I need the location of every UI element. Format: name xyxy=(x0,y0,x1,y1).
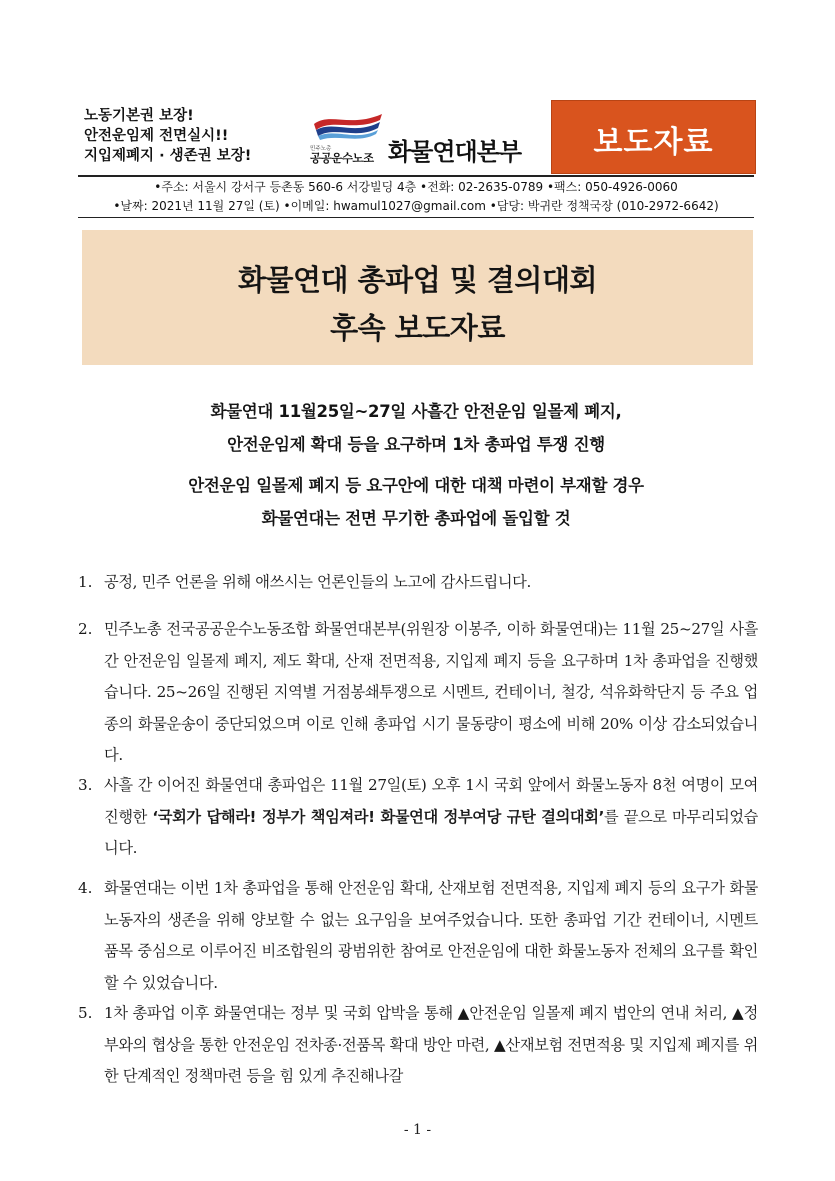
slogan-2: 안전운임제 전면실시!! xyxy=(84,128,229,144)
letterhead xyxy=(78,100,754,174)
subtitle-1: 화물연대 11월25일~27일 사흘간 안전운임 일몰제 폐지, xyxy=(210,402,622,421)
paragraph-text: 1차 총파업 이후 화물연대는 정부 및 국회 압박을 통해 ▲안전운임 일몰제 폐지 법안의 연내 처리, ▲정부와의 협상을 통한 안전운임 전차종·전품목 확대 방안 마련, ▲산재보험 전면적용 및 지입제 폐지를 위한 단계적인 정책마련 등을 힘 있게 추진해나갈 xyxy=(104,1004,758,1085)
paragraph-text-pre: 사흘 간 이어진 화물연대 총파업은 11월 27일(토) 오후 1시 국회 앞에서 화물노동자 8천 여명이 모여 진행한 xyxy=(104,776,758,826)
paragraph-text xyxy=(104,770,758,865)
logo-subtitle: 민주노총 xyxy=(310,146,332,152)
title-box xyxy=(82,230,753,365)
contact-line-1: •주소: 서울시 강서구 등촌동 560-6 서강빌딩 4층 •전화: 02-2635-0789 •팩스: 050-4926-0060 xyxy=(154,180,678,194)
paragraph-2 xyxy=(78,614,758,772)
paragraph-number: 4. xyxy=(78,879,93,897)
paragraph-number: 3. xyxy=(78,776,93,794)
slogans xyxy=(84,106,251,166)
paragraph-number: 5. xyxy=(78,1004,93,1022)
subtitle-3: 안전운임 일몰제 폐지 등 요구안에 대한 대책 마련이 부재할 경우 xyxy=(188,476,644,495)
paragraph-text-post: 를 끝으로 마무리되었습니다. xyxy=(104,807,758,857)
subtitle-4: 화물연대는 전면 무기한 총파업에 돌입할 것 xyxy=(261,509,571,528)
press-release-label: 보도자료 xyxy=(593,125,714,160)
slogan-3: 지입제폐지 · 생존권 보장! xyxy=(84,148,252,164)
subtitle-2: 안전운임제 확대 등을 요구하며 1차 총파업 투쟁 진행 xyxy=(227,435,605,454)
rally-name: ‘국회가 답해라! 정부가 책임져라! 화물연대 정부여당 규탄 결의대회’ xyxy=(152,807,604,826)
union-logo xyxy=(310,106,550,166)
logo-union-name: 공공운수노조 xyxy=(310,151,374,165)
paragraph-number: 1. xyxy=(78,573,93,591)
paragraph-1 xyxy=(78,567,758,599)
paragraph-number: 2. xyxy=(78,620,93,638)
contact-rule xyxy=(78,217,754,218)
paragraph-3 xyxy=(78,770,758,865)
header-rule xyxy=(78,175,754,177)
page-number: - 1 - xyxy=(403,1122,432,1138)
logo-org-name: 화물연대본부 xyxy=(388,138,522,166)
paragraph-5 xyxy=(78,998,758,1093)
paragraph-text: 공정, 민주 언론을 위해 애쓰시는 언론인들의 노고에 감사드립니다. xyxy=(104,573,531,591)
title-line-2: 후속 보도자료 xyxy=(330,311,505,345)
flag-logo-icon xyxy=(310,106,385,148)
paragraph-4 xyxy=(78,873,758,999)
paragraph-text: 민주노총 전국공공운수노동조합 화물연대본부(위원장 이봉주, 이하 화물연대)는 11월 25~27일 사흘 간 안전운임 일몰제 폐지, 제도 확대, 산재 전면적용, 지입제 폐지 등을 요구하며 1차 총파업을 진행했습니다. 25~26일 진행된 지역별 거점봉쇄투쟁으로 시멘트, 컨테이너, 철강, 석유화학단지 등 주요 업종의 화물운송이 중단되었으며 이로 인해 총파업 시기 물동량이 평소에 비해 20% 이상 감소되었습니다. xyxy=(104,620,758,764)
slogan-1: 노동기본권 보장! xyxy=(84,108,194,124)
press-release-badge xyxy=(551,100,756,174)
contact-line-2: •날짜: 2021년 11월 27일 (토) •이메일: hwamul1027@gmail.com •담당: 박귀란 정책국장 (010-2972-6642) xyxy=(113,199,719,213)
paragraph-text: 화물연대는 이번 1차 총파업을 통해 안전운임 확대, 산재보험 전면적용, 지입제 폐지 등의 요구가 화물노동자의 생존을 위해 양보할 수 없는 요구임을 보여주었습니다. 또한 총파업 기간 컨테이너, 시멘트 품목 중심으로 이루어진 비조합원의 광범위한 참여로 안전운임에 대한 화물노동자 전체의 요구를 확인할 수 있었습니다. xyxy=(104,879,758,992)
title-line-1: 화물연대 총파업 및 결의대회 xyxy=(238,263,597,297)
